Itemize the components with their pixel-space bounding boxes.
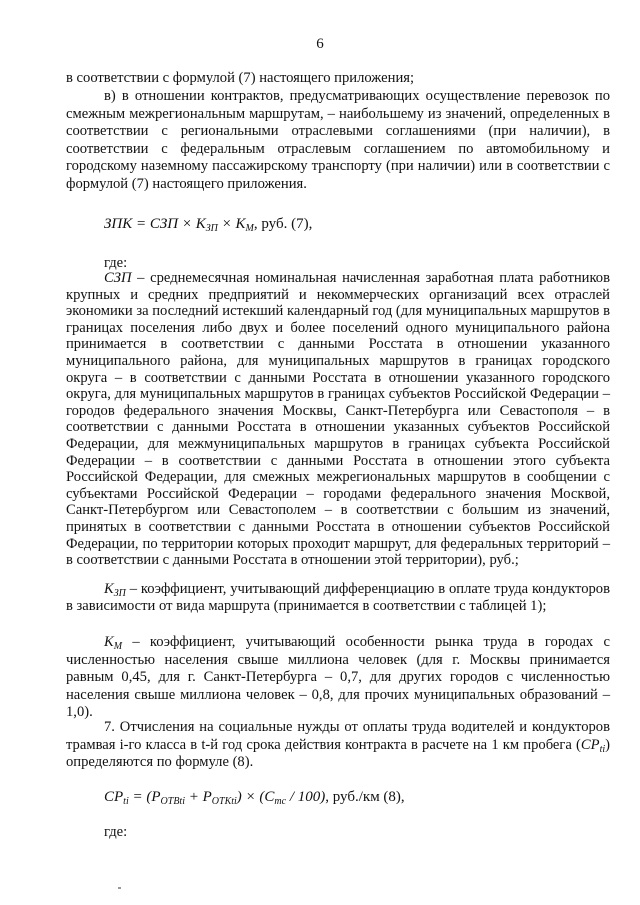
formula-8: $CP_{ti} = (Р_{ОТВti} + Р_{ОТКti}) \times (С_{mc} / 100)$, руб./км (8), xyxy=(104,789,405,807)
def-km-term: К xyxy=(104,634,114,650)
item-v-paragraph: в) в отношении контрактов, предусматривающих осуществление перевозок по смежным межрегиональным маршрутам, – наибольшему из значений, определенных в соответствии с региональными отраслевыми соглашениями (при наличии), в соответствии с федеральным отраслевым соглашением по автомобильному и городскому наземному пассажирскому транспорту (при наличии) или в соответствии с формулой (7) настоящего приложения. xyxy=(66,88,610,192)
def-kzp-term: К xyxy=(104,581,114,597)
scan-speck xyxy=(118,887,121,889)
where-label-1: где: xyxy=(104,255,128,271)
item-7-paragraph: 7. Отчисления на социальные нужды от оплаты труда водителей и кондукторов трамвая i-го класса в t-й год срока действия контракта в расчете на 1 км пробега $(CP_{ti})$ определяются по формуле (8). xyxy=(66,719,610,771)
formula-8-lhs: CP xyxy=(104,789,124,805)
formula-7: ЗПК = СЗП × $К_{ЗП} \times К_М$, руб. (7), xyxy=(104,216,313,234)
def-szp: СЗП – среднемесячная номинальная начисленная заработная плата работников крупных и средних предприятий и некоммерческих организаций всех отраслей экономики за последний истекший календарный год (для муниципальных маршрутов в границах поселения либо двух и более поселений одного муниципального района принимается в соответствии с данными Росстата в отношении указанного муниципального района, для муниципальных маршрутов в границах городского округа – в соответствии с данными Росстата в отношении указанного городского округа, для муниципальных маршрутов в границах субъектов Российской Федерации – городов федерального значения Москвы, Санкт-Петербурга или Севастополя – в соответствии с данными Росстата в отношении указанных субъектов Российской Федерации, для межмуниципальных маршрутов в границах субъекта Российской Федерации – в соответствии с данными Росстата в отношении этого субъекта Российской Федерации, для смежных межрегиональных маршрутов в сообщении с субъектами Российской Федерации – городами федерального значения Москвой, Санкт-Петербургом или Севастополем – в соответствии с большим из значений, принятых в соответствии с данными Росстата в отношении субъектов Российской Федерации, по территории которых проходит маршрут, для федеральных территорий – в соответствии с данными Росстата в отношении этой территории), руб.; xyxy=(66,270,610,569)
page-number: 6 xyxy=(316,36,324,52)
intro-line: в соответствии с формулой (7) настоящего приложения; xyxy=(66,70,415,86)
def-kzp: $К_{ЗП}$ – коэффициент, учитывающий дифференциацию в оплате труда кондукторов в зависимости от вида маршрута (принимается в соответствии с таблицей 1); xyxy=(66,581,610,615)
formula-7-szp: СЗП xyxy=(149,216,179,232)
def-szp-term: СЗП xyxy=(104,270,132,286)
formula-7-tail: , руб. (7), xyxy=(253,216,313,232)
def-km: $К_М$ – коэффициент, учитывающий особенности рынка труда в городах с численностью населения свыше миллиона человек (для г. Москвы принимается равным 0,45, для г. Санкт-Петербурга – 0,7, для других городов с численностью населения свыше миллиона человек – 0,8, для прочих муниципальных образований – 1,0). xyxy=(66,634,610,721)
item-7-term: CP xyxy=(580,736,600,753)
formula-8-tail: , руб./км (8), xyxy=(325,789,405,805)
formula-7-lhs: ЗПК xyxy=(104,216,133,232)
where-label-2: где: xyxy=(104,824,128,840)
